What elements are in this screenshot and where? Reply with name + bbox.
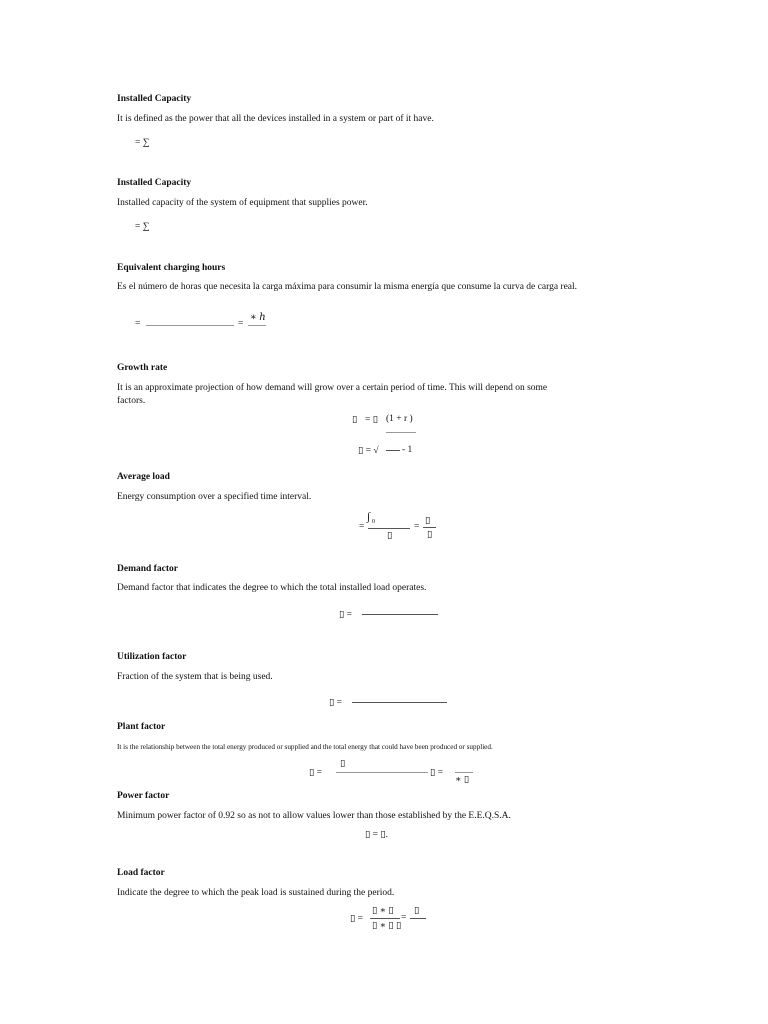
fraction-line [336, 772, 428, 773]
formula-equals: = [238, 319, 244, 329]
section-text: Demand factor that indicates the degree to which the total installed load operates. [117, 583, 427, 593]
section-heading: Utilization factor [117, 652, 187, 662]
fraction-line [455, 772, 473, 773]
section-text: It is an approximate projection of how demand will grow over a certain period of time. This will depend on some factors. [117, 383, 548, 406]
formula-lhs: ▯ = [329, 698, 342, 708]
section-heading: Plant factor [117, 722, 166, 732]
fraction-line [386, 432, 416, 433]
section-text: Installed capacity of the system of equipment that supplies power. [117, 198, 368, 208]
formula-lhs: ▯ [352, 415, 358, 425]
formula-numerator: ▯ ∗ ▯ [372, 906, 394, 916]
section-heading: Demand factor [117, 564, 178, 574]
fraction-line [146, 325, 234, 326]
formula-numerator: ▯ [414, 906, 420, 916]
formula-denominator: ▯ [427, 530, 433, 540]
formula-eq: = [359, 522, 365, 532]
formula-lhs: ▯ = √ [358, 446, 379, 456]
integral-sign: ∫ [367, 511, 371, 523]
formula: ▯ = ▯. [365, 830, 388, 840]
formula-denominator: ▯ [387, 531, 393, 541]
section-heading: Growth rate [117, 363, 168, 373]
formula-lhs: ▯ = [309, 768, 322, 778]
section-text: Minimum power factor of 0.92 so as not to allow values lower than those established by the E.E.Q.S.A. [117, 811, 511, 821]
section-text: It is defined as the power that all the devices installed in a system or part of it have. [117, 114, 434, 124]
formula-rhs: (1 + r ) [386, 414, 413, 424]
integral-lower-limit: 0 [372, 519, 375, 525]
fraction-line [370, 918, 400, 919]
section-text: Fraction of the system that is being used. [117, 672, 273, 682]
section-heading: Installed Capacity [117, 178, 192, 188]
formula-mid: ▯ = [430, 768, 443, 778]
formula-eq: = [414, 522, 420, 532]
fraction-line [410, 918, 426, 919]
formula-eq: = [401, 913, 407, 923]
fraction-line [362, 614, 438, 615]
fraction-line [368, 528, 410, 529]
fraction-line [352, 702, 447, 703]
fraction-line [423, 527, 436, 528]
formula-eq: = ▯ [365, 415, 378, 425]
formula: = ∑ [135, 138, 150, 148]
section-text: Indicate the degree to which the peak load is sustained during the period. [117, 888, 395, 898]
formula-lhs: ▯ = [339, 610, 352, 620]
section-heading: Installed Capacity [117, 94, 192, 104]
section-heading: Equivalent charging hours [117, 263, 226, 273]
formula-rhs: - 1 [402, 445, 413, 455]
section-heading: Power factor [117, 791, 170, 801]
section-heading: Average load [117, 472, 170, 482]
formula: = ∑ [135, 222, 150, 232]
section-text: It is the relationship between the total energy produced or supplied and the total energy that could have been produced or supplied. [117, 743, 493, 751]
fraction-line [386, 450, 400, 451]
formula-denominator: ∗ ▯ [455, 775, 470, 785]
formula-numerator: ∗ ℎ [250, 312, 266, 323]
formula-numerator: ▯ [340, 759, 346, 769]
formula-denominator: ▯ ∗ ▯ ▯ [372, 921, 402, 931]
section-text: Energy consumption over a specified time interval. [117, 492, 312, 502]
formula-numerator: ▯ [425, 516, 431, 526]
fraction-line [248, 325, 266, 326]
formula-equals: = [135, 319, 141, 329]
section-text: Es el número de horas que necesita la carga máxima para consumir la misma energía que consume la curva de carga real. [117, 282, 578, 292]
section-heading: Load factor [117, 868, 165, 878]
formula-lhs: ▯ = [350, 914, 363, 924]
